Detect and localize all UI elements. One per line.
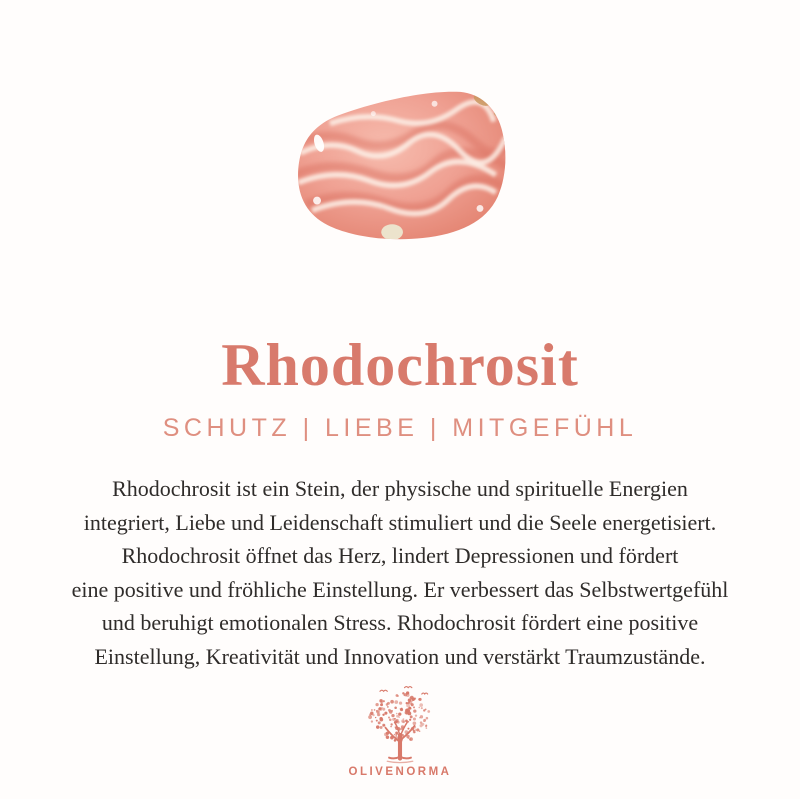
olive-tree-icon	[350, 684, 450, 764]
description-line: und beruhigt emotionalen Stress. Rhodochrosit fördert eine positive	[101, 610, 699, 635]
brand-name: OLIVENORMA	[348, 766, 452, 778]
page-title: Rhodochrosit	[221, 332, 579, 398]
description-line: Rhodochrosit ist ein Stein, der physische und spirituelle Energien	[112, 476, 688, 501]
rhodochrosite-stone-icon	[286, 84, 514, 242]
brand-logo	[349, 684, 452, 778]
description-line: integriert, Liebe und Leidenschaft stimuliert und die Seele energetisiert.	[83, 509, 717, 535]
keywords-subtitle: SCHUTZ | LIEBE | MITGEFÜHL	[162, 414, 638, 442]
description-line: eine positive und fröhliche Einstellung. Er verbessert das Selbstwertgefühl	[71, 576, 729, 602]
description-line: Rhodochrosit öffnet das Herz, lindert Depressionen und fördert	[121, 543, 679, 568]
description-text	[72, 472, 729, 673]
rhodochrosite-stone-image	[286, 84, 514, 242]
description-line: Einstellung, Kreativität und Innovation und verstärkt Traumzustände.	[94, 643, 706, 669]
